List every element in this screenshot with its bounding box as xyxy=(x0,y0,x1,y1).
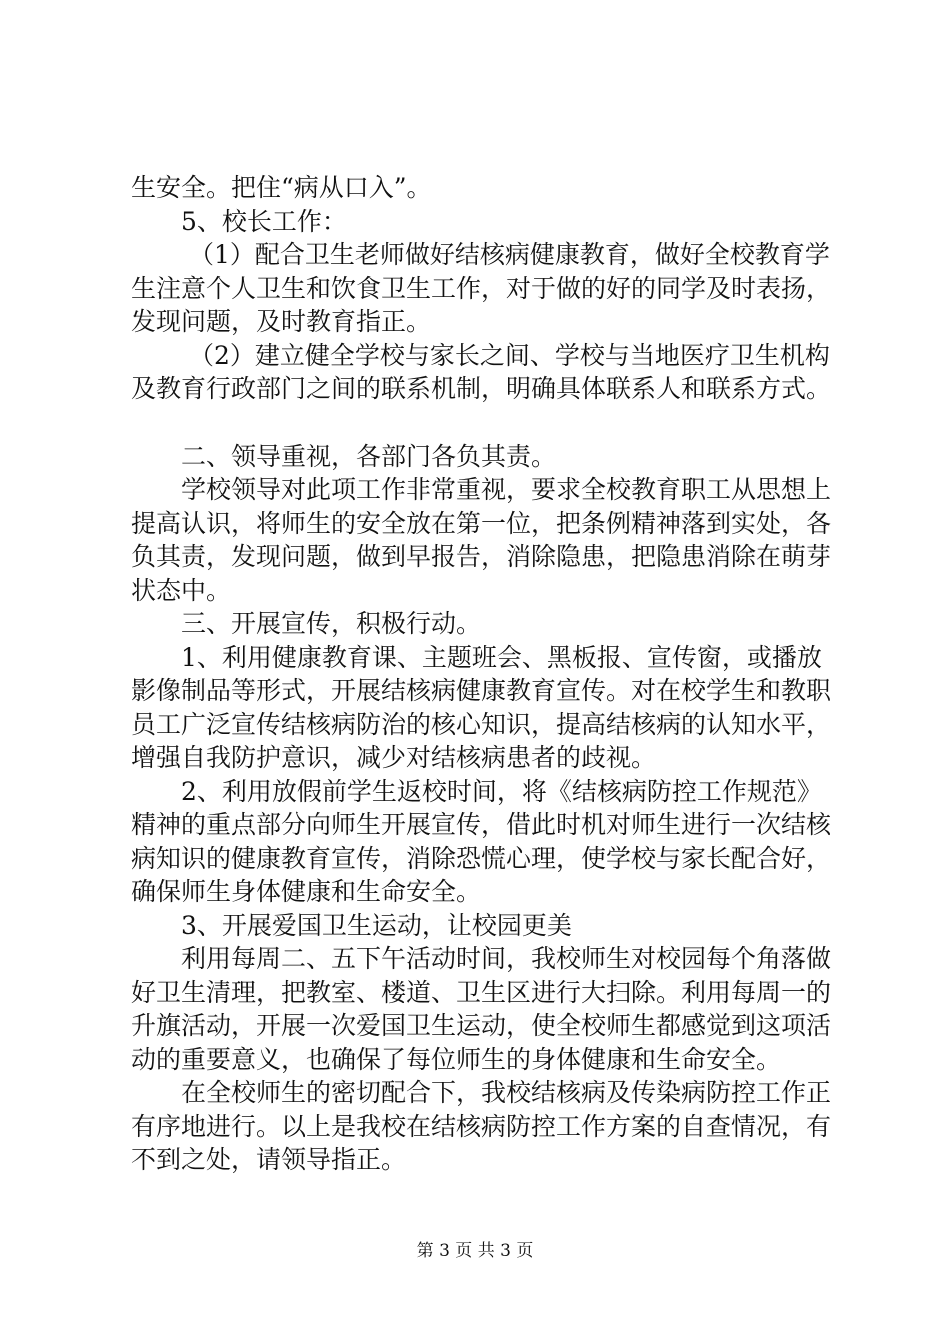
paragraph-publicity-1: 1、利用健康教育课、主题班会、黑板报、宣传窗，或播放影像制品等形式，开展结核病健康教育宣传。对在校学生和教职员工广泛宣传结核病防治的核心知识，提高结核病的认知水平，增强自我防护意识，减少对结核病患者的歧视。 xyxy=(131,642,832,772)
paragraph-publicity-3: 利用每周二、五下午活动时间，我校师生对校园每个角落做好卫生清理，把教室、楼道、卫生区进行大扫除。利用每周一的升旗活动，开展一次爱国卫生运动，使全校师生都感觉到这项活动的重要意义，也确保了每位师生的身体健康和生命安全。 xyxy=(131,944,832,1074)
paragraph-principal-item-2: （2）建立健全学校与家长之间、学校与当地医疗卫生机构及教育行政部门之间的联系机制，明确具体联系人和联系方式。 xyxy=(131,340,832,403)
section-heading-publicity: 三、开展宣传，积极行动。 xyxy=(181,609,482,638)
paragraph-principal-item-1: （1）配合卫生老师做好结核病健康教育，做好全校教育学生注意个人卫生和饮食卫生工作，对于做的好的同学及时表扬，发现问题，及时教育指正。 xyxy=(131,240,832,336)
document-body xyxy=(131,171,831,1177)
paragraph-publicity-2: 2、利用放假前学生返校时间，将《结核病防控工作规范》精神的重点部分向师生开展宣传，借此时机对师生进行一次结核病知识的健康教育宣传，消除恐慌心理，使学校与家长配合好，确保师生身体健康和生命安全。 xyxy=(131,776,832,906)
paragraph-gap xyxy=(131,406,831,440)
paragraph-principal-heading: 5、校长工作： xyxy=(181,206,347,236)
paragraph-leadership: 学校领导对此项工作非常重视，要求全校教育职工从思想上提高认识，将师生的安全放在第一位，把条例精神落到实处，各负其责，发现问题，做到早报告，消除隐患，把隐患消除在萌芽状态中。 xyxy=(131,475,832,605)
paragraph-publicity-3-heading: 3、开展爱国卫生运动，让校园更美 xyxy=(181,910,572,940)
paragraph-conclusion: 在全校师生的密切配合下，我校结核病及传染病防控工作正有序地进行。以上是我校在结核病防控工作方案的自查情况，有不到之处，请领导指正。 xyxy=(131,1078,832,1174)
paragraph-continuation: 生安全。把住“病从口入”。 xyxy=(131,173,432,202)
page-footer: 第 3 页 共 3 页 xyxy=(416,1241,534,1261)
section-heading-leadership: 二、领导重视，各部门各负其责。 xyxy=(181,441,557,471)
